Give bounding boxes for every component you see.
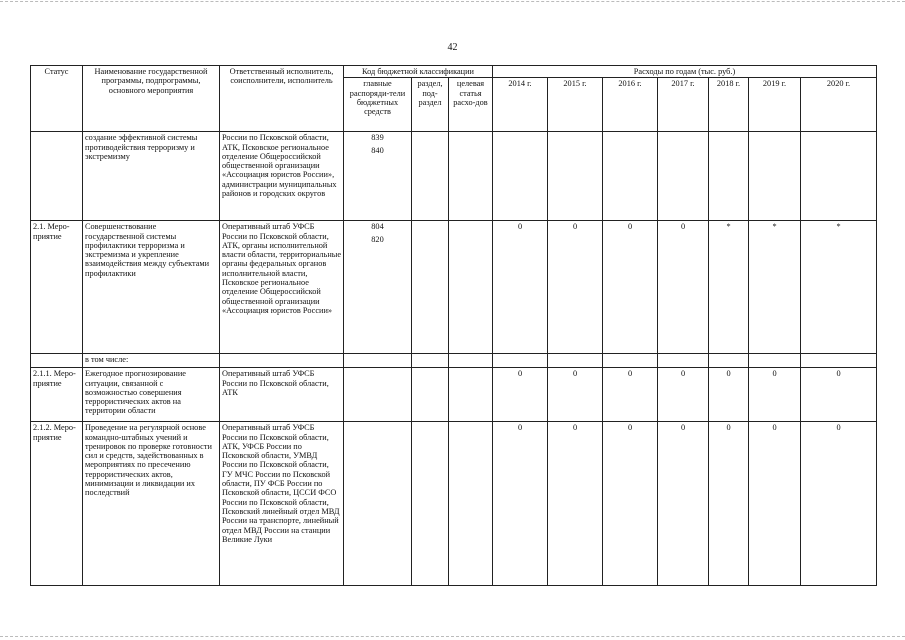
row-target	[449, 422, 493, 586]
row-executor: Оперативный штаб УФСБ России по Псковской области, АТК, органы исполнительной власти области, территориальные органы федеральных органов исполнительной власти, Псковское региональное отделение Общероссийской общественной организации «Ассоциация юристов России»	[220, 221, 344, 354]
row-value: *	[709, 221, 749, 354]
row-value: 0	[493, 221, 548, 354]
header-bcc-group: Код бюджетной классификации	[344, 66, 493, 78]
row-value: 0	[658, 368, 709, 422]
row-value	[548, 354, 603, 368]
row-value: 0	[749, 368, 801, 422]
row-executor: Оперативный штаб УФСБ России по Псковской области, АТК, УФСБ России по Псковской области, УМВД России по Псковской области, ГУ МЧС России по Псковской области, ПУ ФСБ России по Псковской области, ЦССИ ФСО России по Псковской области, Псковский линейный отдел МВД России на транспорте, линейный отдел МВД России на станции Великие Луки	[220, 422, 344, 586]
row-target	[449, 354, 493, 368]
row-value: 0	[709, 422, 749, 586]
scan-bottom-edge	[0, 636, 905, 637]
row-name: Совершенствование государственной системы профилактики терроризма и экстремизма и укрепление взаимодействия между субъектами профилактики	[83, 221, 220, 354]
row-value: 0	[658, 422, 709, 586]
row-value: 0	[493, 368, 548, 422]
row-name: Проведение на регулярной основе командно-штабных учений и тренировок по проверке готовности сил и средств, задействованных в мероприятиях по пресечению террористических актов, минимизации и ликвидации их последствий	[83, 422, 220, 586]
row-name: создание эффективной системы противодействия терроризму и экстремизму	[83, 132, 220, 221]
header-year: 2014 г.	[493, 78, 548, 132]
row-codes	[344, 132, 412, 221]
row-value	[603, 132, 658, 221]
row-executor: России по Псковской области, АТК, Псковское региональное отделение Общероссийской общественной организации «Ассоциация юристов России», администрации муниципальных районов и городских округов	[220, 132, 344, 221]
row-status: 2.1. Меро-приятие	[31, 221, 83, 354]
row-value	[709, 354, 749, 368]
row-value: 0	[548, 221, 603, 354]
row-status	[31, 132, 83, 221]
row-target	[449, 221, 493, 354]
row-codes	[344, 221, 412, 354]
row-value: 0	[603, 368, 658, 422]
row-value: 0	[801, 422, 877, 586]
row-value: *	[801, 221, 877, 354]
page-number: 42	[447, 42, 458, 53]
row-value	[709, 132, 749, 221]
row-status	[31, 354, 83, 368]
row-value	[548, 132, 603, 221]
header-bcc-section: раздел, под-раздел	[412, 78, 449, 132]
row-value	[749, 132, 801, 221]
row-value	[749, 354, 801, 368]
row-value: *	[749, 221, 801, 354]
table-row	[31, 422, 877, 586]
row-value: 0	[801, 368, 877, 422]
row-value	[658, 354, 709, 368]
table-row	[31, 221, 877, 354]
header-executor: Ответственный исполнитель, соисполнители, исполнитель	[220, 66, 344, 132]
table-row	[31, 354, 877, 368]
row-value: 0	[709, 368, 749, 422]
row-value	[493, 132, 548, 221]
row-value	[801, 132, 877, 221]
row-value	[801, 354, 877, 368]
row-executor	[220, 354, 344, 368]
header-year: 2018 г.	[709, 78, 749, 132]
row-target	[449, 132, 493, 221]
row-codes	[344, 354, 412, 368]
header-bcc-main-manager: главные распоряди-тели бюджетных средств	[344, 78, 412, 132]
row-value: 0	[548, 368, 603, 422]
header-year: 2017 г.	[658, 78, 709, 132]
row-value: 0	[548, 422, 603, 586]
table-row	[31, 132, 877, 221]
header-expenses-group: Расходы по годам (тыс. руб.)	[493, 66, 877, 78]
row-section	[412, 422, 449, 586]
row-code: 839	[371, 133, 384, 143]
header-status: Статус	[31, 66, 83, 132]
row-code: 804	[371, 222, 384, 232]
header-bcc-target: целевая статья расхо-дов	[449, 78, 493, 132]
budget-table	[30, 65, 877, 586]
row-value	[658, 132, 709, 221]
row-executor: Оперативный штаб УФСБ России по Псковской области, АТК	[220, 368, 344, 422]
row-status: 2.1.2. Меро-приятие	[31, 422, 83, 586]
row-value: 0	[603, 221, 658, 354]
row-section	[412, 221, 449, 354]
header-year: 2015 г.	[548, 78, 603, 132]
row-section	[412, 368, 449, 422]
row-codes	[344, 368, 412, 422]
header-year: 2019 г.	[749, 78, 801, 132]
row-value: 0	[658, 221, 709, 354]
row-code: 820	[371, 234, 384, 244]
row-name: Ежегодное прогнозирование ситуации, связанной с возможностью совершения террористических актов на территории области	[83, 368, 220, 422]
row-target	[449, 368, 493, 422]
table-row	[31, 368, 877, 422]
row-section	[412, 354, 449, 368]
header-year: 2020 г.	[801, 78, 877, 132]
row-value	[493, 354, 548, 368]
scan-top-edge	[0, 1, 905, 2]
header-year: 2016 г.	[603, 78, 658, 132]
row-value: 0	[749, 422, 801, 586]
row-status: 2.1.1. Меро-приятие	[31, 368, 83, 422]
header-name: Наименование государственной программы, подпрограммы, основного мероприятия	[83, 66, 220, 132]
row-value: 0	[493, 422, 548, 586]
row-value	[603, 354, 658, 368]
row-section	[412, 132, 449, 221]
row-codes	[344, 422, 412, 586]
row-name: в том числе:	[83, 354, 220, 368]
row-value: 0	[603, 422, 658, 586]
row-code: 840	[371, 145, 384, 155]
